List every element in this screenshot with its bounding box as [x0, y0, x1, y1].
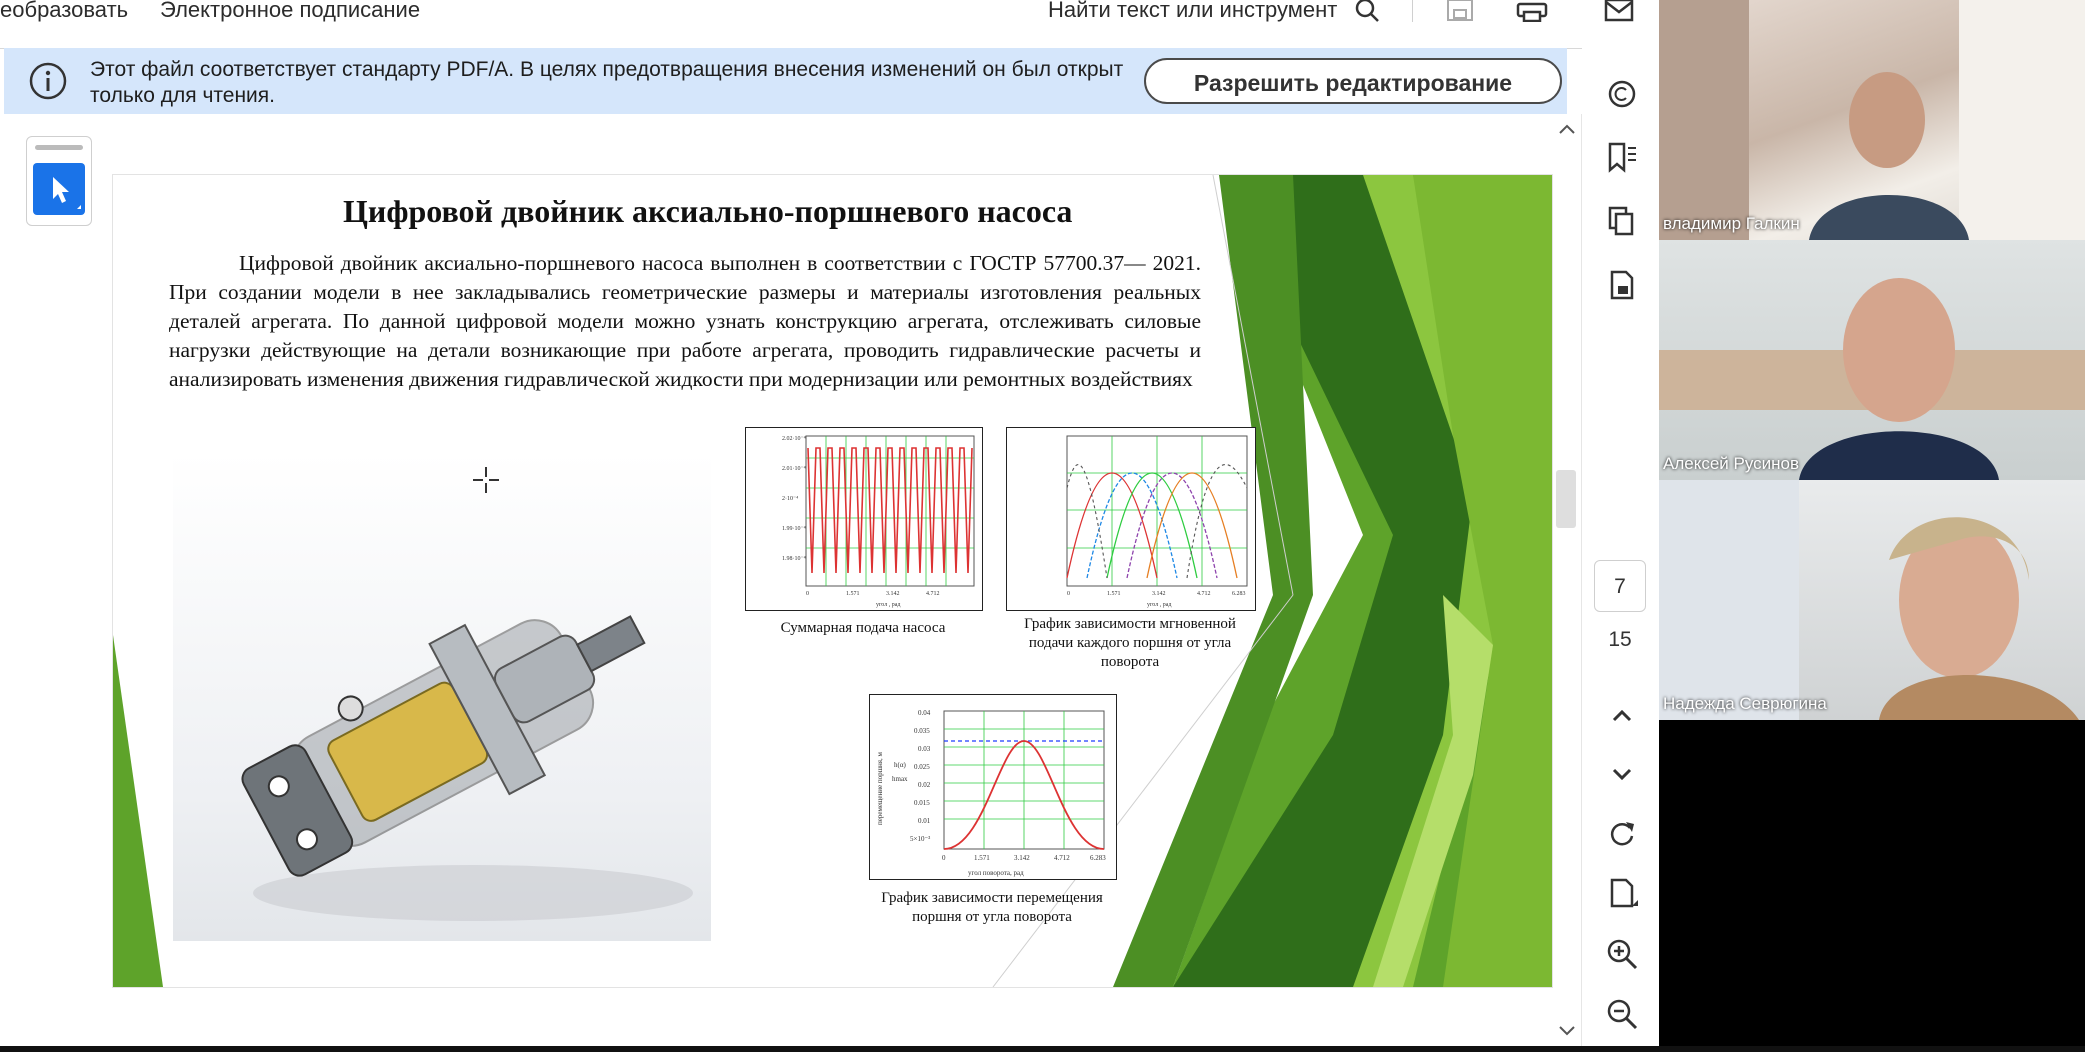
- participant-name-3: Надежда Севрюгина: [1663, 694, 1827, 713]
- search-icon: [1354, 0, 1382, 22]
- svg-text:1.571: 1.571: [846, 591, 860, 597]
- pump-3d-model-image: [173, 453, 711, 941]
- crosshair-cursor-icon: [471, 465, 501, 495]
- pdf-slide-page: [112, 174, 1553, 988]
- svg-text:3.142: 3.142: [1014, 854, 1030, 862]
- pages-icon[interactable]: [1604, 204, 1640, 240]
- participant-avatar: [1659, 480, 2085, 720]
- svg-text:0.01: 0.01: [918, 817, 931, 825]
- graph3-xlabel: угол поворота, рад: [968, 869, 1024, 877]
- svg-text:0: 0: [942, 854, 946, 862]
- svg-text:0: 0: [806, 591, 809, 597]
- banner-text: Этот файл соответствует стандарту PDF/A. В целях предотвращения внесения изменений он был открыт только для чтения.: [90, 58, 1124, 107]
- search-label: Найти текст или инструмент: [1048, 0, 1338, 22]
- svg-text:2·10⁻⁴: 2·10⁻⁴: [782, 496, 799, 502]
- save-icon[interactable]: [1446, 0, 1474, 22]
- page-down-icon[interactable]: [1604, 756, 1640, 792]
- svg-text:4.712: 4.712: [1054, 854, 1070, 862]
- scroll-up-icon[interactable]: [1557, 122, 1577, 136]
- scrollbar-thumb[interactable]: [1556, 470, 1576, 528]
- tool-panel: [26, 136, 92, 226]
- participant-name-2: Алексей Русинов: [1663, 454, 1800, 473]
- protect-document-icon[interactable]: [1604, 268, 1640, 304]
- graph2-xlabel: угол , рад: [1147, 602, 1172, 608]
- top-toolbar: [0, 0, 1658, 49]
- svg-text:0.015: 0.015: [914, 799, 930, 807]
- participant-name-1: владимир Галкин: [1663, 214, 1800, 233]
- zoom-in-icon[interactable]: [1604, 936, 1640, 972]
- slide-body-text: Цифровой двойник аксиально-поршневого насоса выполнен в соответствии с ГОСТР 57700.37— 2021. При создании модели в нее закладывались геометрические размеры и материалы изготовления реальных деталей агрегата. По данной цифровой модели можно узнать конструкцию агрегата, отслеживать силовые нагрузки действующие на детали возникающие при работе агрегата, проводить гидравлические расчеты и анализировать изменения движения гидравлической жидкости при модернизации или ремонтных воздействиях: [169, 251, 1201, 391]
- video-tile-2[interactable]: [1659, 240, 2085, 480]
- cursor-arrow-icon: [33, 163, 85, 215]
- svg-text:0.035: 0.035: [914, 727, 930, 735]
- empty-video-area: [1659, 720, 2085, 1052]
- svg-text:hmax: hmax: [892, 775, 908, 783]
- svg-text:6.283: 6.283: [1232, 591, 1246, 597]
- zoom-out-icon[interactable]: [1604, 996, 1640, 1032]
- info-icon: [28, 61, 68, 101]
- menu-esign[interactable]: Электронное подписание: [160, 0, 421, 22]
- graph-piston-flow: [1006, 427, 1256, 611]
- page-options-icon[interactable]: [1604, 876, 1640, 912]
- current-page-input[interactable]: 7: [1594, 560, 1646, 612]
- svg-text:1.99·10⁻⁴: 1.99·10⁻⁴: [782, 526, 806, 532]
- email-icon[interactable]: [1604, 0, 1634, 22]
- caption-piston-flow: График зависимости мгновенной подачи каждого поршня от угла поворота: [1024, 616, 1236, 670]
- svg-text:1.98·10⁻⁴: 1.98·10⁻⁴: [782, 556, 806, 562]
- page-up-icon[interactable]: [1604, 698, 1640, 734]
- svg-text:4.712: 4.712: [1197, 591, 1211, 597]
- svg-text:4.712: 4.712: [926, 591, 940, 597]
- slide-title: Цифровой двойник аксиально-поршневого насоса: [343, 193, 1073, 229]
- right-tool-sidebar: [1582, 48, 1658, 1048]
- caption-total-flow: Суммарная подача насоса: [780, 620, 946, 636]
- vertical-scrollbar[interactable]: [1553, 114, 1581, 1044]
- caption-piston-displacement: График зависимости перемещения поршня от угла поворота: [881, 890, 1103, 925]
- graph3-ylabel: перемещение поршня, м: [876, 752, 884, 825]
- svg-text:0.02: 0.02: [918, 781, 931, 789]
- svg-text:1.571: 1.571: [974, 854, 990, 862]
- bookmark-icon[interactable]: [1604, 140, 1640, 176]
- graph1-xlabel: угол , рад: [876, 602, 901, 608]
- svg-text:h(α): h(α): [894, 761, 906, 769]
- enable-editing-button[interactable]: Разрешить редактирование: [1144, 58, 1562, 104]
- participant-avatar: [1659, 0, 2085, 240]
- total-pages: 15: [1608, 628, 1632, 651]
- svg-text:2.02·10⁻⁴: 2.02·10⁻⁴: [782, 436, 806, 442]
- graph-total-flow: [745, 427, 983, 611]
- scroll-down-icon[interactable]: [1557, 1024, 1577, 1038]
- comment-icon[interactable]: [1604, 76, 1640, 112]
- svg-text:3.142: 3.142: [1152, 591, 1166, 597]
- svg-text:0: 0: [1067, 591, 1070, 597]
- video-tile-1[interactable]: [1659, 0, 2085, 240]
- svg-text:1.571: 1.571: [1107, 591, 1121, 597]
- print-icon[interactable]: [1516, 0, 1548, 22]
- svg-text:0.03: 0.03: [918, 745, 931, 753]
- svg-text:0.04: 0.04: [918, 709, 931, 717]
- svg-text:2.01·10⁻⁴: 2.01·10⁻⁴: [782, 466, 806, 472]
- pdfa-notice-banner: [4, 48, 1567, 114]
- graph-piston-displacement: [869, 694, 1117, 880]
- search-tools-button[interactable]: [1048, 0, 1337, 20]
- video-tile-3[interactable]: [1659, 480, 2085, 720]
- menu-convert[interactable]: еобразовать: [0, 0, 129, 22]
- svg-text:6.283: 6.283: [1090, 854, 1106, 862]
- svg-text:0.025: 0.025: [914, 763, 930, 771]
- select-tool-button[interactable]: [33, 163, 85, 215]
- rotate-icon[interactable]: [1604, 816, 1640, 852]
- svg-text:3.142: 3.142: [886, 591, 900, 597]
- bottom-border: [0, 1046, 2085, 1052]
- participant-avatar: [1659, 240, 2085, 480]
- svg-text:5×10⁻³: 5×10⁻³: [910, 835, 931, 843]
